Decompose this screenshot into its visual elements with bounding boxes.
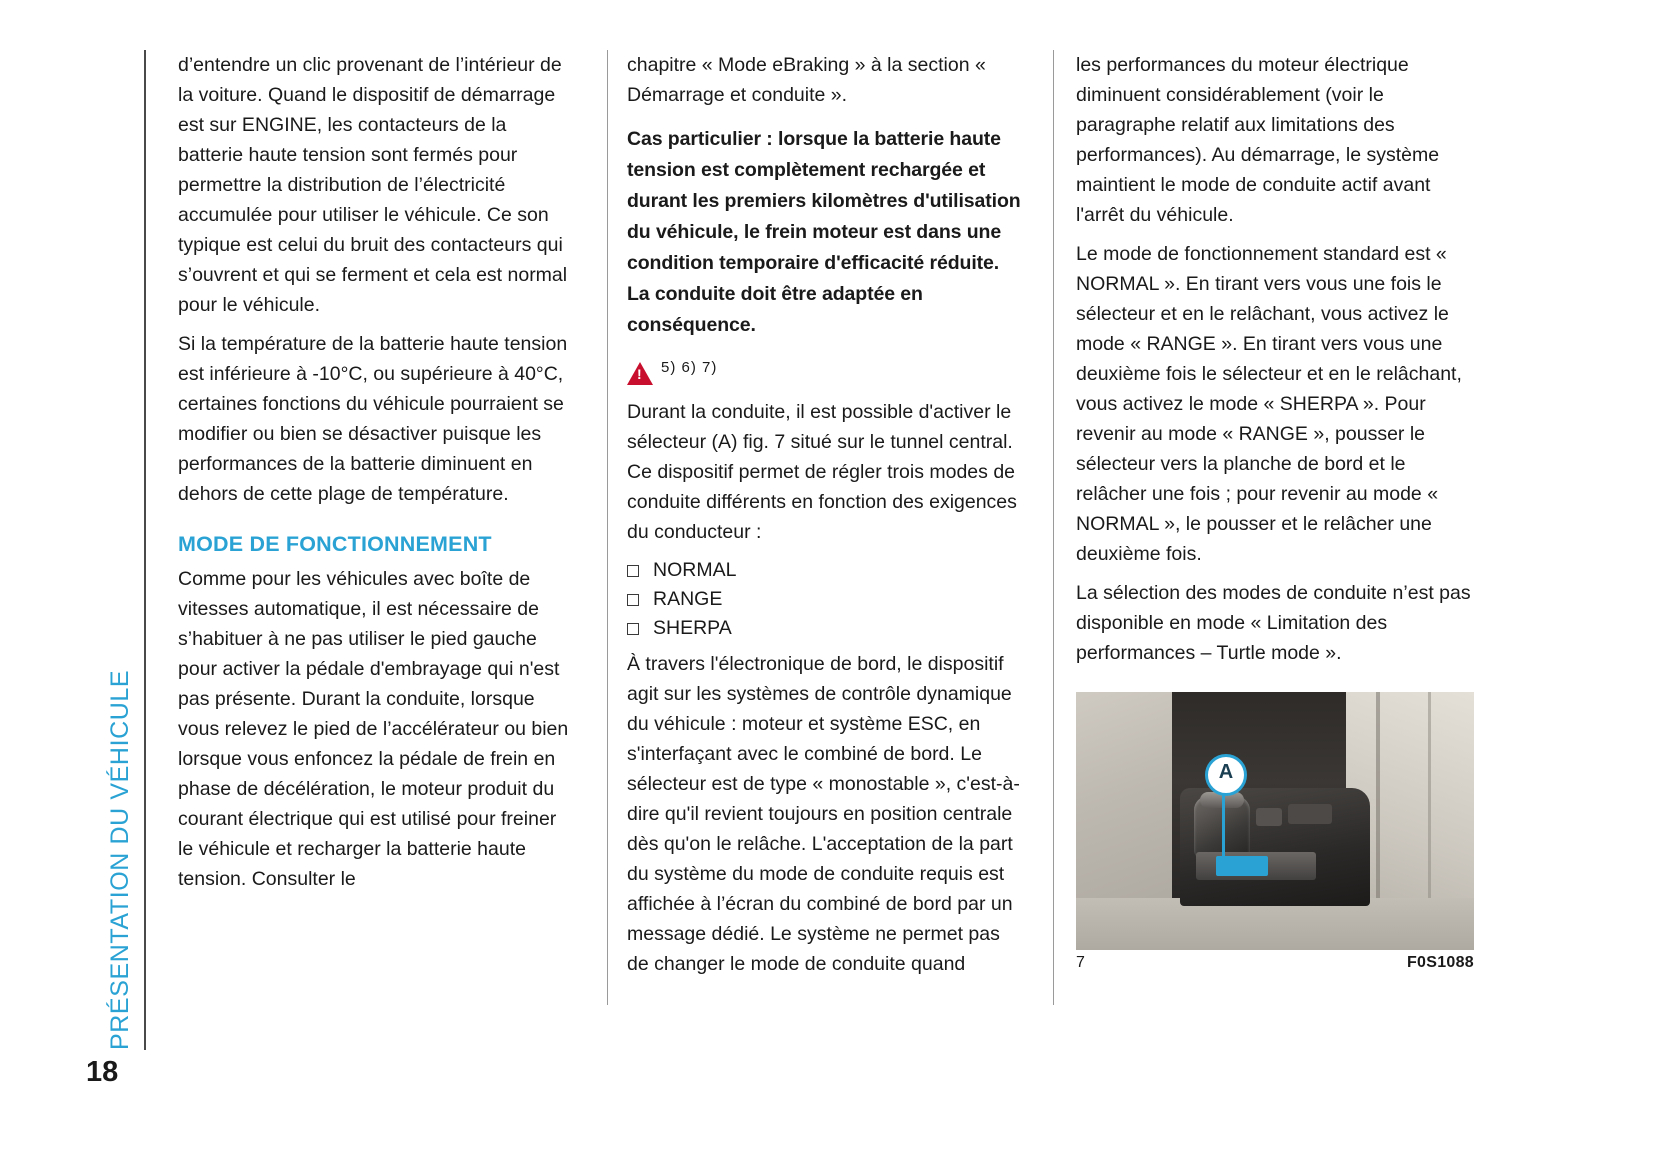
callout-badge-a: A — [1205, 754, 1247, 796]
list-item — [627, 585, 1025, 614]
paragraph: Si la température de la batterie haute tension est inférieure à -10°C, ou supérieure à 40°C, certaines fonctions du véhicule pourraient se modifier ou bien se désactiver puisque les performances de la batterie diminuent en dehors de cette plage de température. — [178, 333, 568, 505]
figure-code: F0S1088 — [1406, 954, 1474, 971]
paragraph: Durant la conduite, il est possible d'activer le sélecteur (A) fig. 7 situé sur le tunnel central. Ce dispositif permet de régler trois modes de conduite différents en fonction des exigences du conducteur : — [627, 401, 1017, 543]
section-title-rule — [144, 50, 146, 1050]
list-item — [627, 614, 1025, 643]
text-column-1 — [178, 50, 576, 903]
paragraph: À travers l'électronique de bord, le dispositif agit sur les systèmes de contrôle dynamique du véhicule : moteur et système ESC, en s'interfaçant avec le combiné de bord. Le sélecteur est de type « monostable », c'est-à-dire qu'il revient toujours en position centrale dès qu'on le relâche. L'acceptation de la part du système du mode de conduite requis est affichée à l’écran du combiné de bord par un message dédié. Le système ne permet pas de changer le mode de conduite quand — [627, 653, 1020, 975]
column-divider-2 — [1053, 50, 1054, 1005]
photo-button-2 — [1288, 804, 1332, 824]
paragraph: chapitre « Mode eBraking » à la section « Démarrage et conduite ». — [627, 54, 986, 106]
special-case-note: Cas particulier : lorsque la batterie haute tension est complètement rechargée et durant les premiers kilomètres d'utilisation du véhicule, le frein moteur est dans une condition temporaire d'efficacité réduite. La conduite doit être adaptée en conséquence. — [627, 128, 1021, 336]
column-divider-1 — [607, 50, 608, 1005]
square-bullet-icon — [627, 565, 639, 577]
photo-button-1 — [1256, 808, 1282, 826]
warning-triangle-icon — [627, 362, 653, 385]
list-item — [627, 556, 1025, 585]
square-bullet-icon — [627, 623, 639, 635]
list-item-label: RANGE — [653, 588, 723, 610]
photo-highlighted-selector — [1216, 856, 1268, 876]
list-item-label: SHERPA — [653, 617, 732, 639]
square-bullet-icon — [627, 594, 639, 606]
figure-7 — [1076, 692, 1474, 984]
drive-mode-list — [627, 556, 1025, 643]
section-title-text: PRÉSENTATION DU VÉHICULE — [106, 669, 134, 1050]
section-title-vertical — [100, 50, 146, 1050]
paragraph: Comme pour les véhicules avec boîte de vitesses automatique, il est nécessaire de s’habituer à ne pas utiliser le pied gauche pour activer la pédale d'embrayage qui n'est pas présente. Durant la conduite, lorsque vous relevez le pied de l’accélérateur ou bien lorsque vous enfoncez la pédale de frein en phase de décélération, le moteur produit du courant électrique qui est utilisé pour freiner le véhicule et recharger la batterie haute tension. Consulter le — [178, 568, 569, 890]
warning-references: 5) 6) 7) — [661, 359, 718, 376]
list-item-label: NORMAL — [653, 559, 737, 581]
page-number: 18 — [86, 1056, 119, 1088]
figure-caption — [1076, 954, 1474, 984]
paragraph: d’entendre un clic provenant de l’intérieur de la voiture. Quand le dispositif de démarrage est sur ENGINE, les contacteurs de la batterie haute tension sont fermés pour permettre la distribution de l’électricité accumulée pour utiliser le véhicule. Ce son typique est celui du bruit des contacteurs qui s’ouvrent et qui se ferment et cela est normal pour le véhicule. — [178, 54, 568, 316]
text-column-2 — [627, 50, 1025, 979]
console-photo — [1076, 692, 1474, 950]
text-column-3 — [1076, 50, 1474, 677]
subsection-heading: MODE DE FONCTIONNEMENT — [178, 532, 492, 556]
warning-row — [627, 355, 1025, 385]
figure-number: 7 — [1076, 954, 1085, 971]
paragraph: La sélection des modes de conduite n’est pas disponible en mode « Limitation des performances – Turtle mode ». — [1076, 582, 1471, 664]
paragraph: les performances du moteur électrique diminuent considérablement (voir le paragraphe relatif aux limitations des performances). Au démarrage, le système maintient le mode de conduite actif avant l'arrêt du véhicule. — [1076, 54, 1440, 226]
paragraph: Le mode de fonctionnement standard est « NORMAL ». En tirant vers vous une fois le sélecteur et en le relâchant, vous activez le mode « RANGE ». En tirant vers vous une deuxième fois le sélecteur et en le relâchant, vous activez le mode « SHERPA ». Pour revenir au mode « RANGE », pousser le sélecteur vers la planche de bord et le relâcher une fois ; pour revenir au mode « NORMAL », le pousser et le relâcher une deuxième fois. — [1076, 243, 1462, 565]
